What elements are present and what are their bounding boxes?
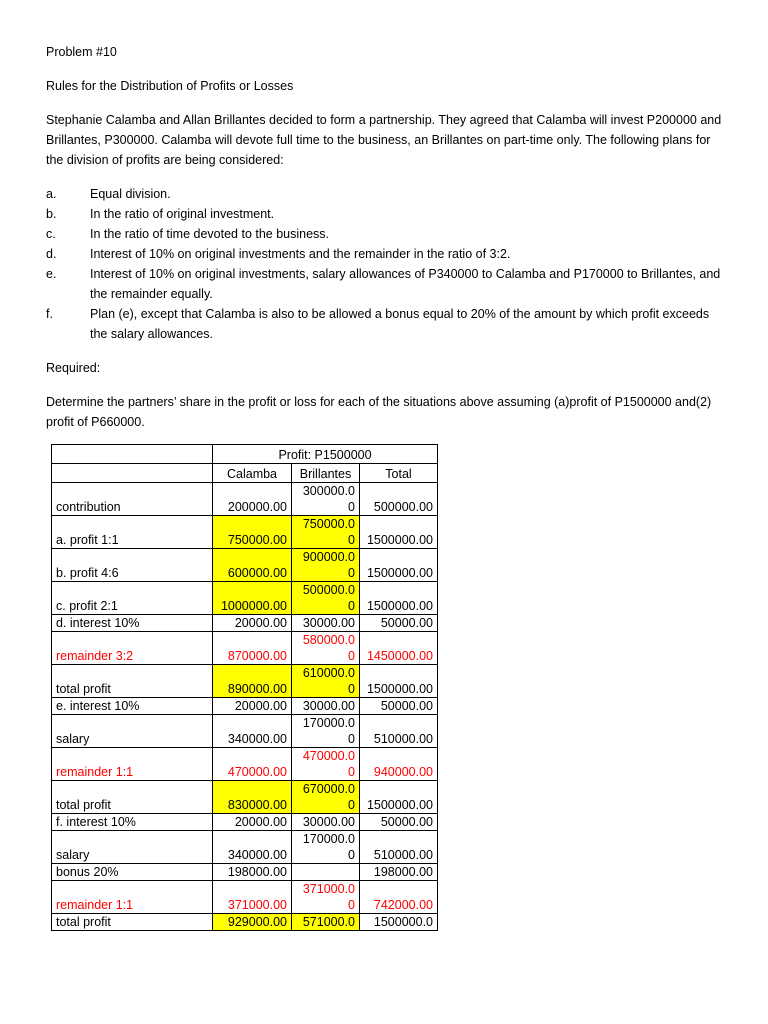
- plan-marker: c.: [46, 227, 56, 241]
- cell-calamba: 1000000.00: [213, 582, 292, 615]
- cell-brillantes: 30000.00: [292, 698, 360, 715]
- plan-item: [46, 304, 726, 344]
- table-row: [52, 665, 438, 698]
- cell-brillantes: [292, 864, 360, 881]
- row-label: total profit: [52, 781, 213, 814]
- row-label: total profit: [52, 914, 213, 931]
- cell-total: 510000.00: [360, 715, 438, 748]
- cell-brillantes: 170000.00: [292, 831, 360, 864]
- cell-calamba: 929000.00: [213, 914, 292, 931]
- cell-calamba: 340000.00: [213, 715, 292, 748]
- row-label: b. profit 4:6: [52, 549, 213, 582]
- plan-text: Equal division.: [90, 187, 171, 201]
- cell-brillantes: 470000.00: [292, 748, 360, 781]
- cell-total: 742000.00: [360, 881, 438, 914]
- table-row: [52, 549, 438, 582]
- cell-total: 510000.00: [360, 831, 438, 864]
- cell-brillantes: 500000.00: [292, 582, 360, 615]
- row-label: f. interest 10%: [52, 814, 213, 831]
- cell-brillantes: 900000.00: [292, 549, 360, 582]
- cell-total: 1500000.00: [360, 549, 438, 582]
- cell-brillantes: 610000.00: [292, 665, 360, 698]
- column-blank-cell: [52, 464, 213, 483]
- row-label: salary: [52, 831, 213, 864]
- row-label: salary: [52, 715, 213, 748]
- row-label: e. interest 10%: [52, 698, 213, 715]
- cell-calamba: 200000.00: [213, 483, 292, 516]
- row-label: bonus 20%: [52, 864, 213, 881]
- cell-total: 1500000.00: [360, 516, 438, 549]
- cell-brillantes: 670000.00: [292, 781, 360, 814]
- header-blank-cell: [52, 445, 213, 464]
- plan-text: Interest of 10% on original investments and the remainder in the ratio of 3:2.: [90, 247, 511, 261]
- intro-paragraph: Stephanie Calamba and Allan Brillantes decided to form a partnership. They agreed that Calamba will invest P200000 and Brillantes, P300000. Calamba will devote full time to the business, an Brillantes on part-time only. The following plans for the division of profits are being considered:: [46, 113, 722, 167]
- row-label: remainder 1:1: [52, 881, 213, 914]
- table-row: [52, 516, 438, 549]
- profit-distribution-table: [51, 444, 438, 931]
- cell-calamba: 20000.00: [213, 814, 292, 831]
- row-label: total profit: [52, 665, 213, 698]
- cell-calamba: 198000.00: [213, 864, 292, 881]
- plan-item: [46, 224, 726, 244]
- cell-calamba: 371000.00: [213, 881, 292, 914]
- cell-total: 198000.00: [360, 864, 438, 881]
- row-label: contribution: [52, 483, 213, 516]
- cell-total: 1500000.00: [360, 781, 438, 814]
- plan-text: In the ratio of original investment.: [90, 207, 275, 221]
- plan-item: [46, 244, 726, 264]
- cell-total: 940000.00: [360, 748, 438, 781]
- table-row: [52, 582, 438, 615]
- required-text: Determine the partners’ share in the profit or loss for each of the situations above assuming (a)profit of P1500000 and(2) profit of P660000.: [46, 395, 712, 429]
- plan-item: [46, 184, 726, 204]
- plan-marker: f.: [46, 307, 53, 321]
- column-header-calamba: Calamba: [213, 464, 292, 483]
- cell-total: 1450000.00: [360, 632, 438, 665]
- plan-marker: a.: [46, 187, 57, 201]
- plan-text: In the ratio of time devoted to the business.: [90, 227, 330, 241]
- cell-total: 1500000.00: [360, 665, 438, 698]
- plan-item: [46, 264, 726, 304]
- problem-title: Problem #10: [46, 45, 117, 59]
- cell-calamba: 20000.00: [213, 615, 292, 632]
- table-row: [52, 814, 438, 831]
- cell-brillantes: 580000.00: [292, 632, 360, 665]
- cell-total: 1500000.00: [360, 582, 438, 615]
- plan-marker: b.: [46, 207, 57, 221]
- row-label: c. profit 2:1: [52, 582, 213, 615]
- table-row: [52, 914, 438, 931]
- table-row: [52, 715, 438, 748]
- table-row: [52, 831, 438, 864]
- cell-total: 50000.00: [360, 814, 438, 831]
- plan-marker: d.: [46, 247, 57, 261]
- rules-heading: Rules for the Distribution of Profits or Losses: [46, 79, 294, 93]
- plans-list: [46, 184, 726, 344]
- table-row: [52, 615, 438, 632]
- cell-calamba: 470000.00: [213, 748, 292, 781]
- cell-brillantes: 30000.00: [292, 615, 360, 632]
- table-row: [52, 781, 438, 814]
- cell-calamba: 890000.00: [213, 665, 292, 698]
- cell-total: 50000.00: [360, 615, 438, 632]
- table-header-row: [52, 445, 438, 464]
- row-label: a. profit 1:1: [52, 516, 213, 549]
- row-label: remainder 1:1: [52, 748, 213, 781]
- cell-brillantes: 371000.00: [292, 881, 360, 914]
- cell-calamba: 830000.00: [213, 781, 292, 814]
- cell-total: 500000.00: [360, 483, 438, 516]
- table-row: [52, 698, 438, 715]
- cell-calamba: 870000.00: [213, 632, 292, 665]
- table-row: [52, 483, 438, 516]
- plan-marker: e.: [46, 267, 57, 281]
- document-body: [46, 42, 726, 448]
- row-label: d. interest 10%: [52, 615, 213, 632]
- cell-brillantes: 300000.00: [292, 483, 360, 516]
- table-row: [52, 632, 438, 665]
- required-label: Required:: [46, 361, 101, 375]
- plan-text: Plan (e), except that Calamba is also to be allowed a bonus equal to 20% of the amount by which profit exceeds the salary allowances.: [90, 307, 710, 341]
- cell-calamba: 600000.00: [213, 549, 292, 582]
- cell-brillantes: 750000.00: [292, 516, 360, 549]
- profit-header: Profit: P1500000: [213, 445, 438, 464]
- table-column-row: [52, 464, 438, 483]
- cell-total: 50000.00: [360, 698, 438, 715]
- column-header-brillantes: Brillantes: [292, 464, 360, 483]
- cell-brillantes: 571000.0: [292, 914, 360, 931]
- cell-calamba: 750000.00: [213, 516, 292, 549]
- cell-calamba: 340000.00: [213, 831, 292, 864]
- plan-text: Interest of 10% on original investments, salary allowances of P340000 to Calamba and P170000 to Brillantes, and the remainder equally.: [90, 267, 721, 301]
- cell-brillantes: 30000.00: [292, 814, 360, 831]
- cell-calamba: 20000.00: [213, 698, 292, 715]
- cell-total: 1500000.0: [360, 914, 438, 931]
- plan-item: [46, 204, 726, 224]
- column-header-total: Total: [360, 464, 438, 483]
- table-row: [52, 748, 438, 781]
- row-label: remainder 3:2: [52, 632, 213, 665]
- table-row: [52, 864, 438, 881]
- cell-brillantes: 170000.00: [292, 715, 360, 748]
- table-row: [52, 881, 438, 914]
